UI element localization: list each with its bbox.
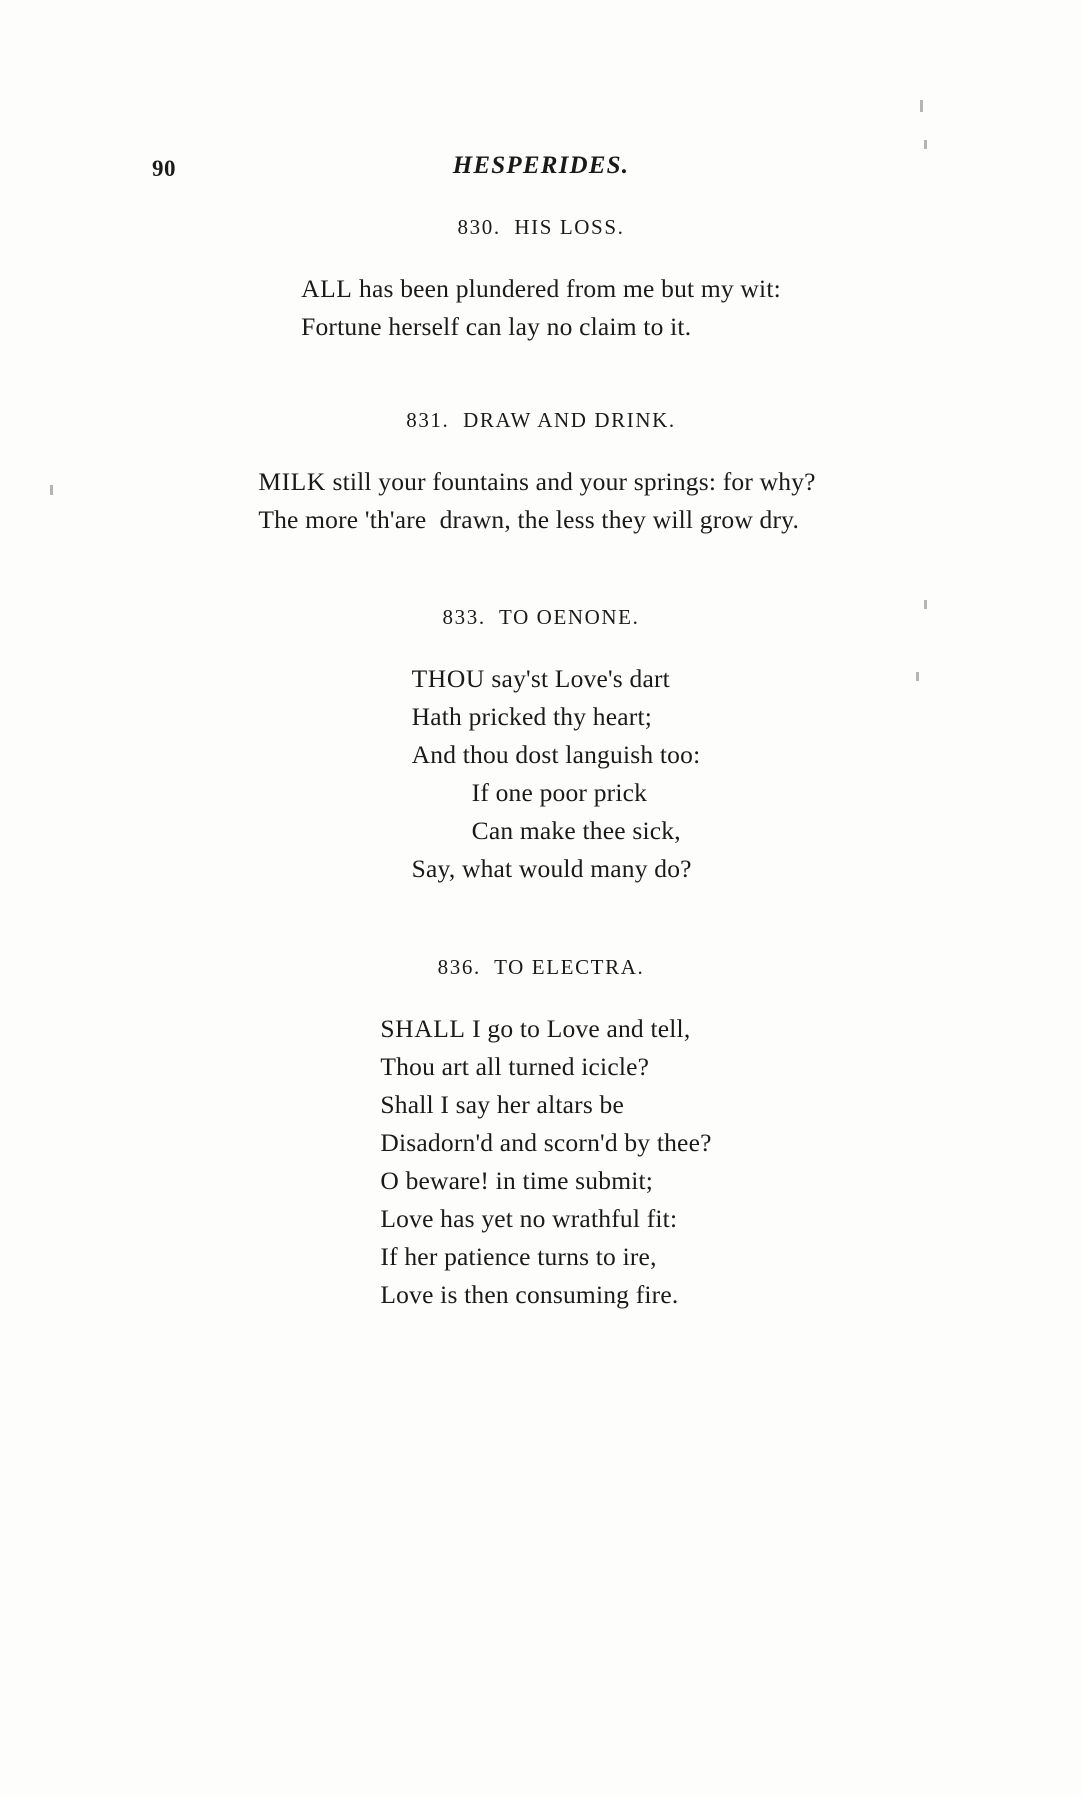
running-title: HESPERIDES. bbox=[452, 152, 630, 179]
poem-line bbox=[258, 463, 815, 501]
poem-line bbox=[412, 774, 701, 812]
poem-line bbox=[380, 1086, 711, 1124]
poem-line bbox=[301, 308, 781, 346]
line-text: Fortune herself can lay no claim to it. bbox=[301, 312, 692, 341]
running-head bbox=[0, 152, 1082, 192]
line-text: The more 'th'are drawn, the less they will grow dry. bbox=[258, 505, 800, 534]
poem-body bbox=[258, 463, 815, 539]
line-text: say'st Love's dart bbox=[484, 664, 670, 693]
line-text: Hath pricked thy heart; bbox=[411, 702, 653, 731]
line-opening: SHALL bbox=[380, 1014, 466, 1043]
line-text: has been plundered from me but my wit: bbox=[352, 274, 781, 303]
poem-line bbox=[412, 812, 701, 850]
poem-body bbox=[301, 270, 781, 346]
poem-831 bbox=[0, 408, 1082, 539]
line-text: Love is then consuming fire. bbox=[380, 1280, 679, 1309]
line-text: still your fountains and your springs: for why? bbox=[325, 467, 816, 496]
poem-line bbox=[380, 1276, 711, 1314]
line-text: If one poor prick bbox=[471, 778, 648, 807]
poem-title: 831. DRAW AND DRINK. bbox=[406, 408, 676, 432]
poem-title: 830. HIS LOSS. bbox=[457, 215, 625, 239]
line-opening: THOU bbox=[411, 664, 485, 693]
line-text: Say, what would many do? bbox=[411, 854, 692, 883]
line-text: Thou art all turned icicle? bbox=[380, 1052, 650, 1081]
poem-line bbox=[412, 736, 701, 774]
line-text: Disadorn'd and scorn'd by thee? bbox=[380, 1128, 712, 1157]
poem-line bbox=[301, 270, 781, 308]
line-text: If her patience turns to ire, bbox=[380, 1242, 657, 1271]
line-opening: MILK bbox=[258, 467, 326, 496]
poem-line bbox=[412, 698, 701, 736]
poem-line bbox=[380, 1010, 711, 1048]
line-opening: ALL bbox=[301, 274, 353, 303]
poem-line bbox=[380, 1048, 711, 1086]
line-text: O beware! in time submit; bbox=[380, 1166, 654, 1195]
poem-line bbox=[380, 1162, 711, 1200]
poem-line bbox=[412, 660, 701, 698]
poem-line bbox=[380, 1124, 711, 1162]
scan-speck bbox=[920, 100, 923, 112]
poem-line bbox=[412, 850, 701, 888]
scan-speck bbox=[924, 140, 927, 149]
line-text: Shall I say her altars be bbox=[380, 1090, 625, 1119]
line-text: I go to Love and tell, bbox=[465, 1014, 691, 1043]
poem-title: 833. TO OENONE. bbox=[442, 605, 640, 629]
poem-line bbox=[258, 501, 815, 539]
line-text: Love has yet no wrathful fit: bbox=[380, 1204, 678, 1233]
poem-833 bbox=[0, 605, 1082, 888]
poem-830 bbox=[0, 215, 1082, 346]
poem-836 bbox=[0, 955, 1082, 1314]
page-number: 90 bbox=[152, 156, 176, 181]
poem-body bbox=[412, 660, 701, 888]
poem-body bbox=[380, 1010, 711, 1314]
poem-line bbox=[380, 1200, 711, 1238]
line-text: And thou dost languish too: bbox=[411, 740, 701, 769]
poem-line bbox=[380, 1238, 711, 1276]
poem-title: 836. TO ELECTRA. bbox=[437, 955, 645, 979]
line-text: Can make thee sick, bbox=[471, 816, 681, 845]
